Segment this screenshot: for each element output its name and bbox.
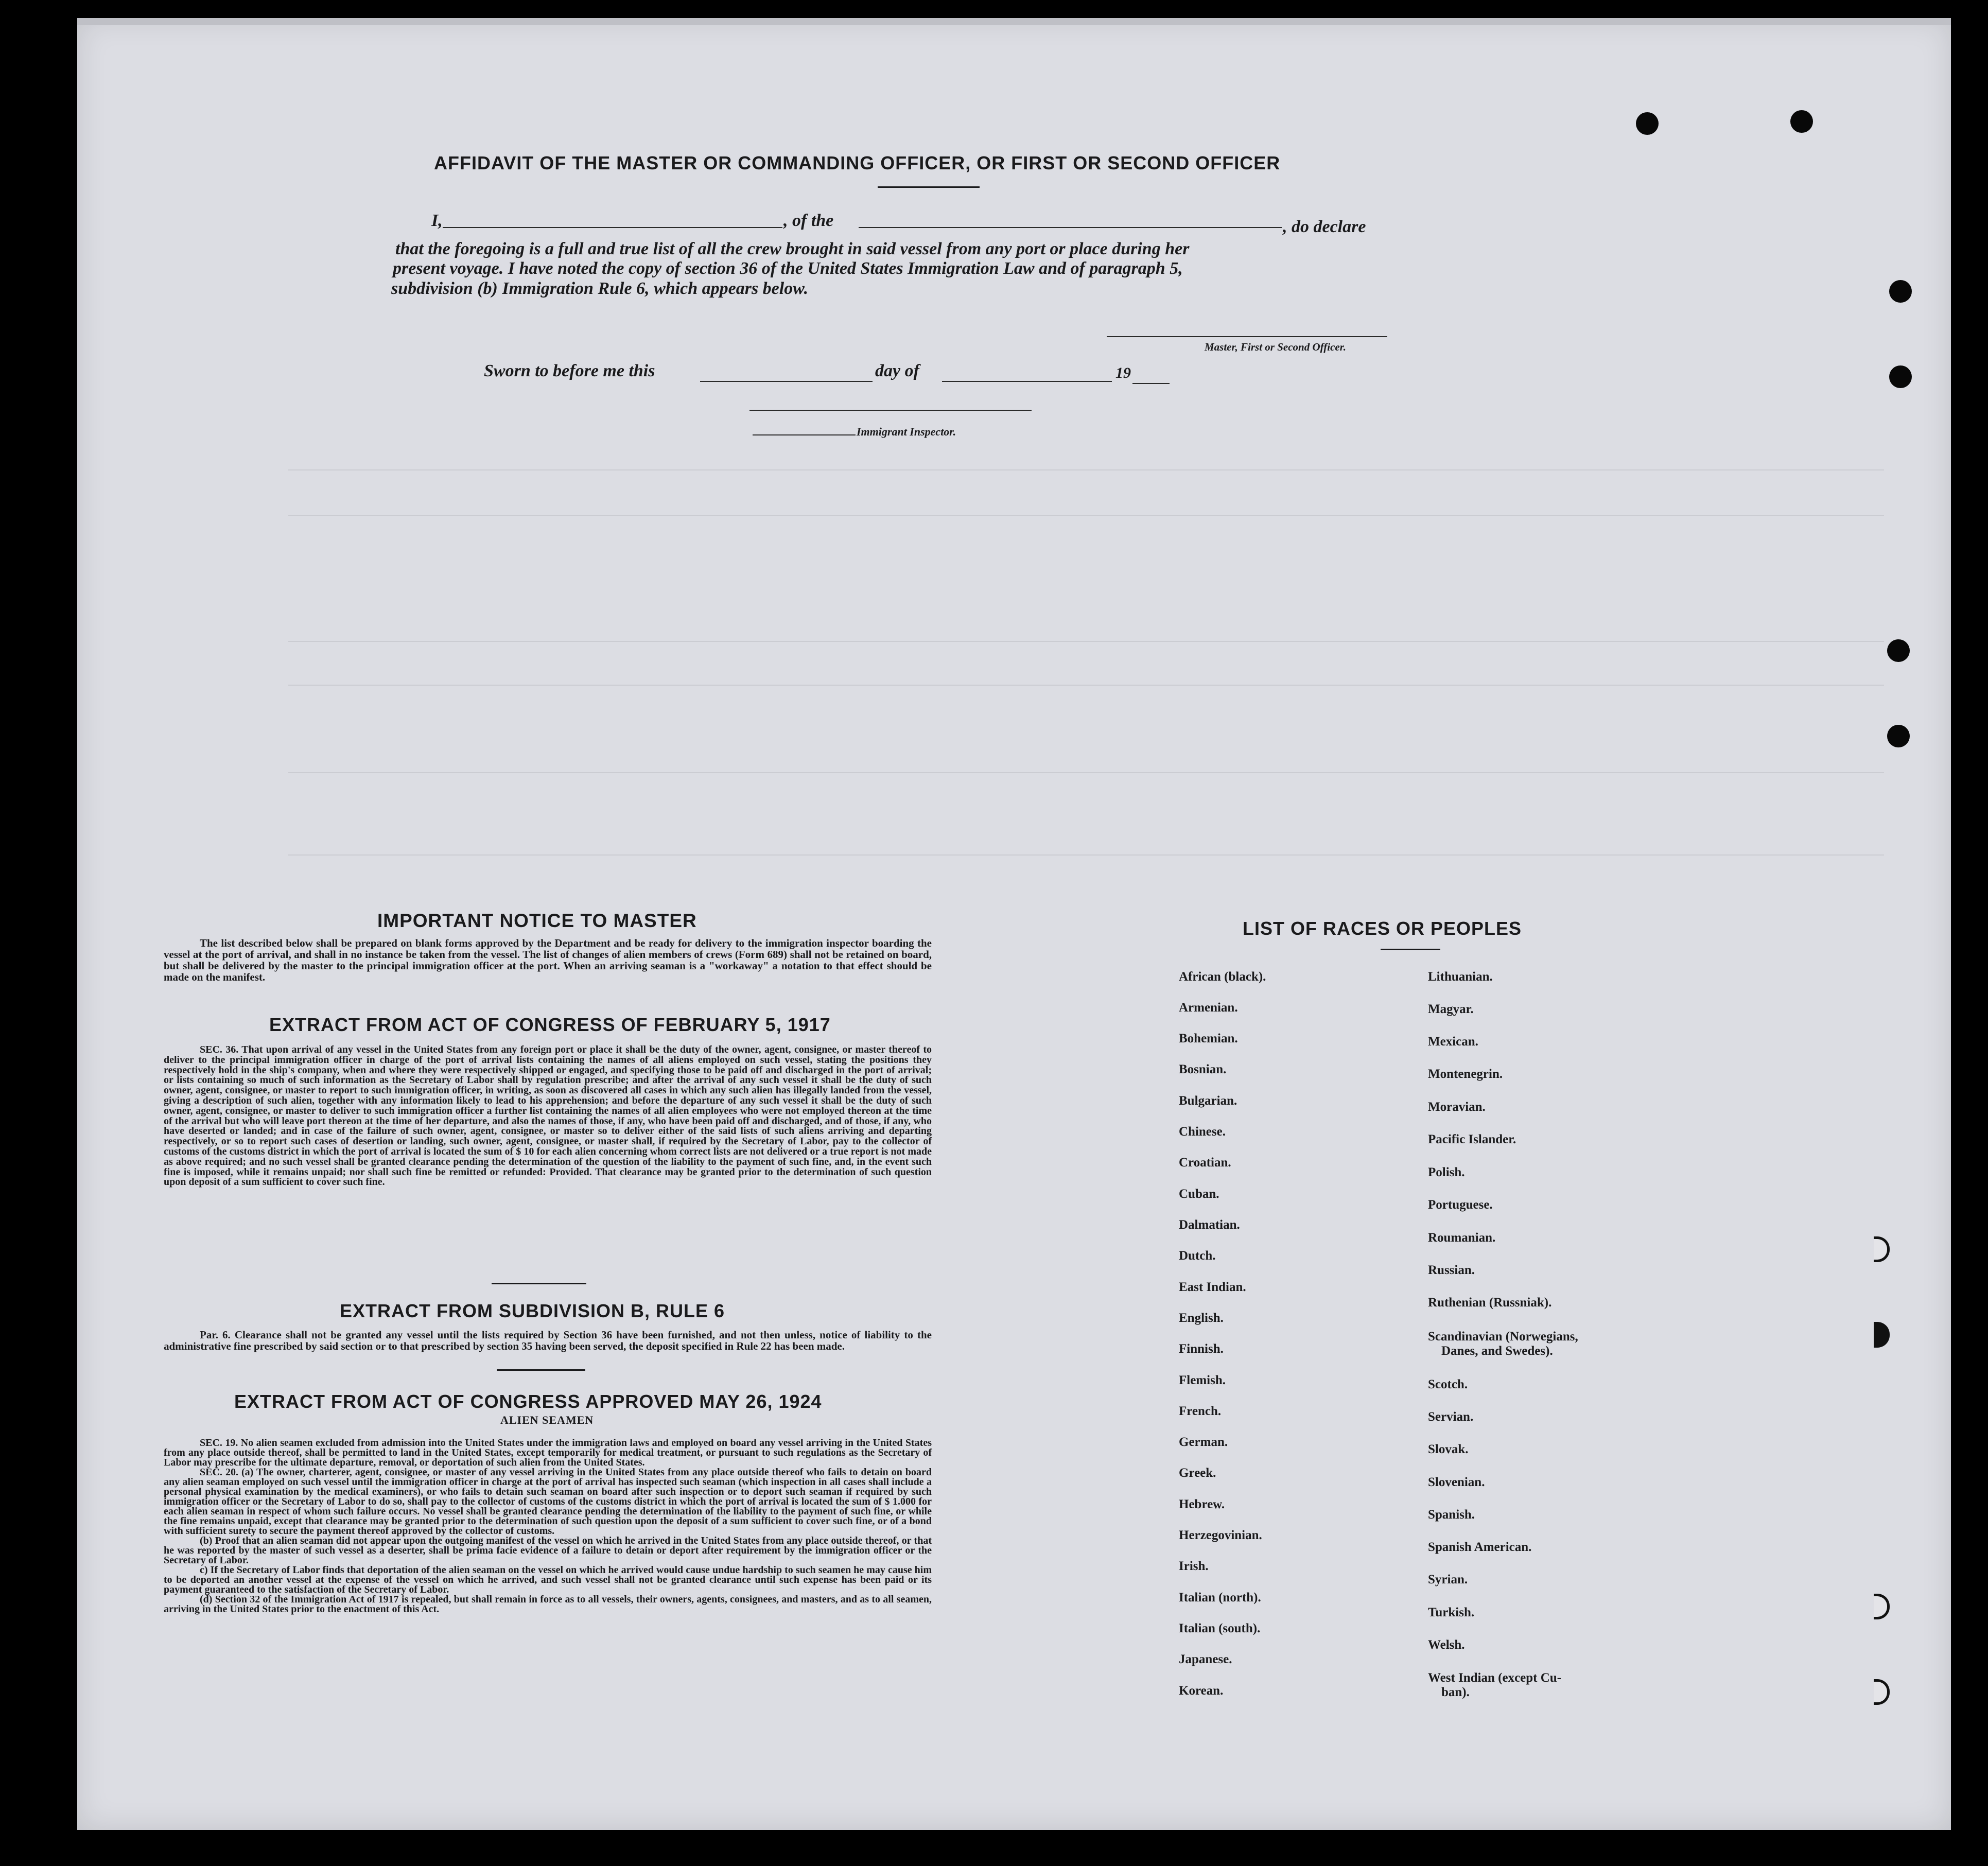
subdivision-b-title: EXTRACT FROM SUBDIVISION B, RULE 6 xyxy=(340,1300,725,1321)
race-item: Italian (north). xyxy=(1179,1591,1261,1605)
race-item: Bulgarian. xyxy=(1179,1094,1237,1108)
day-of-label: day of xyxy=(875,361,919,380)
race-item: Dutch. xyxy=(1179,1249,1216,1263)
race-item: Mexican. xyxy=(1428,1035,1478,1049)
race-item: English. xyxy=(1179,1311,1224,1325)
bleed-through-row xyxy=(288,515,1884,516)
race-item: Welsh. xyxy=(1428,1638,1465,1652)
master-name-line[interactable] xyxy=(443,227,782,228)
bleed-through-row xyxy=(288,685,1884,686)
race-item: Irish. xyxy=(1179,1559,1209,1573)
race-item: French. xyxy=(1179,1404,1222,1418)
race-item: Turkish. xyxy=(1428,1606,1475,1619)
race-item: West Indian (except Cu- xyxy=(1428,1671,1562,1685)
punch-hole-icon xyxy=(1889,280,1912,303)
race-item: Lithuanian. xyxy=(1428,970,1493,984)
race-item: Montenegrin. xyxy=(1428,1067,1503,1081)
race-item: East Indian. xyxy=(1179,1280,1246,1294)
race-item: Dalmatian. xyxy=(1179,1218,1240,1232)
punch-hole-icon xyxy=(1889,365,1912,388)
race-item: Cuban. xyxy=(1179,1187,1219,1201)
extract-1924-title: EXTRACT FROM ACT OF CONGRESS APPROVED MAY 26, 1924 xyxy=(234,1391,822,1412)
bleed-through-row xyxy=(288,641,1884,642)
extract-1917-text: SEC. 36. That upon arrival of any vessel in the United States from any foreign port or place it shall be the duty of the owner, agent, consignee, or master thereof to deliver to the principal immigration officer in charge of the port of arrival lists containing the names of all aliens employed on such vessel, stating the positions they respectively hold in the ship's company, when and where they were respectively shipped or engaged, and specifying those to be paid off and discharged in the port of arrival; or lists containing so much of such information as the Secretary of Labor shall by regulation prescribe; and after the arrival of any such vessel it shall be the duty of such owner, agent, consignee, or master to report to such immigration officer, in writing, as soon as discovered all cases in which any such alien has illegally landed from the vessel, giving a description of such alien, together with any information likely to lead to his apprehension; and before the departure of any such vessel it shall be the duty of such owner, agent, consignee, or master to deliver to such immigration officer a further list containing the names of all alien employees who were not employed thereon at the time of the arrival but who will leave port thereon at the time of her departure, and also the names of those, if any, who have been paid off and discharged, and of those, if any, who have deserted or landed; and in case of the failure of such owner, agent, consignee, or master so to deliver either of the said lists of such aliens arriving and departing respectively, or so to report such cases of desertion or landing, such owner, agent, consignee, or master shall, if required by the Secretary of Labor, pay to the collector of customs of the customs district in which the port of arrival is located the sum of $ 10 for each alien concerning whom correct lists are not delivered or a true report is not made as above required; and no such vessel shall be granted clearance pending the determination of the question of the liability to the payment of such fine, and, in the event such fine is imposed, while it remains unpaid; nor shall such fine be remitted or refunded: Provided. That clearance may be granted prior to the determination of such question upon deposit of a sum sufficient to cover such fine. xyxy=(164,1044,932,1188)
subdivision-b-text: Par. 6. Clearance shall not be granted any vessel until the lists required by Section 36 have been furnished, and not then unless, notice of liability to the administrative fine prescribed by said section or to that prescribed by section 35 having been served, the deposit specified in Rule 22 has been made. xyxy=(164,1329,932,1352)
affidavit-of-the-label: , of the xyxy=(783,211,834,230)
affidavit-title-rule xyxy=(878,186,980,188)
race-item: Roumanian. xyxy=(1428,1231,1496,1245)
bleed-through-row xyxy=(288,854,1884,856)
affidavit-i-label: I, xyxy=(431,211,443,230)
sworn-day-line[interactable] xyxy=(700,381,873,382)
master-signature-caption: Master, First or Second Officer. xyxy=(1205,341,1346,353)
punch-hole-icon xyxy=(1887,725,1910,747)
extract-1924-paragraph: SEC. 19. No alien seamen excluded from admission into the United States under the immigration laws and employed on board any vessel arriving in the United States from any place outside thereof, shall be permitted to land in the United States, except temporarily for medical treatment, or pursuant to such regulations as the Secretary of Labor may prescribe for the ultimate departure, removal, or deportation of such alien from the United States. xyxy=(164,1437,932,1468)
year-label: 19 xyxy=(1115,364,1131,381)
race-item: African (black). xyxy=(1179,970,1266,984)
sheet-top-edge xyxy=(77,18,1951,25)
notice-text: The list described below shall be prepared on blank forms approved by the Department and be ready for delivery to the immigration inspector boarding the vessel at the port of arrival, and shall in no instance be taken from the vessel. The list of changes of alien members of crews (Form 689) shall not be retained on board, but shall be delivered by the master to the principal immigration officer at the port. When an arriving seaman is a "workaway" a notation to that effect should be made on the manifest. xyxy=(164,937,932,983)
race-item: Portuguese. xyxy=(1428,1198,1493,1212)
sworn-label: Sworn to before me this xyxy=(484,361,655,380)
race-item: Polish. xyxy=(1428,1165,1465,1179)
race-item: Korean. xyxy=(1179,1684,1224,1698)
affidavit-title: AFFIDAVIT OF THE MASTER OR COMMANDING OFFICER, OR FIRST OR SECOND OFFICER xyxy=(434,152,1281,173)
master-signature-line[interactable] xyxy=(1107,336,1387,337)
races-title-rule xyxy=(1381,949,1440,950)
notice-title: IMPORTANT NOTICE TO MASTER xyxy=(377,910,697,931)
extract-1924-paragraph: SEC. 20. (a) The owner, charterer, agent, consignee, or master of any vessel arriving in the United States from any place outside thereof who fails to detain on board any alien seaman employed on such vessel until the immigration officer in charge at the port of arrival has inspected such seaman (which inspection in all cases shall include a personal physical examination by the medical examiners), or who fails to detain such seaman on board after such inspection or to deport such seaman if required by such immigration officer or the Secretary of Labor to do so, shall pay to the collector of customs of the customs district in which the port of arrival is located the sum of $ 1.000 for each alien seaman in respect of whom such failure occurs. No vessel shall be granted clearance pending the determination of the liability to the payment of such fine, or while the fine remains unpaid, except that clearance may be granted prior to the determination of such question upon the deposit of a sum sufficient to cover such fine, or of a bond with sufficient surety to secure the payment thereof approved by the collector of customs. xyxy=(164,1467,932,1537)
inspector-caption-line xyxy=(753,434,856,435)
race-item: Italian (south). xyxy=(1179,1621,1261,1635)
extract-1924-paragraph: (b) Proof that an alien seaman did not appear upon the outgoing manifest of the vessel on which he arrived in the United States from any place outside thereof, or that he was reported by the master of such vessel as a deserter, shall be prima facie evidence of a failure to detain or deport after requirement by the immigration officer or the Secretary of Labor. xyxy=(164,1535,932,1566)
punch-hole-icon xyxy=(1636,112,1659,135)
race-item: German. xyxy=(1179,1435,1228,1449)
race-item: Spanish. xyxy=(1428,1508,1475,1522)
extract-1924-subtitle: ALIEN SEAMEN xyxy=(500,1414,594,1426)
subdivision-b-rule xyxy=(497,1369,585,1371)
vessel-name-line[interactable] xyxy=(859,227,1282,228)
punch-hole-icon xyxy=(1887,639,1910,662)
race-item: Syrian. xyxy=(1428,1573,1468,1586)
extract-1917-rule xyxy=(492,1283,586,1284)
race-item: Slovak. xyxy=(1428,1442,1469,1456)
race-item: Bohemian. xyxy=(1179,1032,1238,1045)
inspector-signature-line[interactable] xyxy=(749,410,1032,411)
race-item: Armenian. xyxy=(1179,1001,1238,1015)
affidavit-body-line-1: that the foregoing is a full and true list of all the crew brought in said vessel from any port or place during her xyxy=(395,239,1190,258)
race-item: Russian. xyxy=(1428,1263,1475,1277)
race-item: Croatian. xyxy=(1179,1156,1231,1170)
race-item: Bosnian. xyxy=(1179,1062,1227,1076)
affidavit-body-line-3: subdivision (b) Immigration Rule 6, which appears below. xyxy=(391,279,809,298)
affidavit-body-line-2: present voyage. I have noted the copy of section 36 of the United States Immigration Law and of paragraph 5, xyxy=(393,259,1183,278)
extract-1924-text xyxy=(164,1438,932,1614)
race-item: Slovenian. xyxy=(1428,1475,1485,1489)
race-item: Ruthenian (Russniak). xyxy=(1428,1296,1552,1310)
race-item: Greek. xyxy=(1179,1466,1216,1480)
race-item: Hebrew. xyxy=(1179,1497,1225,1511)
affidavit-declare-label: , do declare xyxy=(1283,217,1366,236)
race-item: Flemish. xyxy=(1179,1373,1226,1387)
race-item: Japanese. xyxy=(1179,1652,1232,1666)
punch-hole-icon xyxy=(1790,110,1813,133)
race-item: Chinese. xyxy=(1179,1125,1226,1139)
sworn-year-line[interactable] xyxy=(1132,383,1170,384)
sworn-month-line[interactable] xyxy=(942,381,1112,382)
race-item: Finnish. xyxy=(1179,1342,1224,1356)
race-item: Servian. xyxy=(1428,1410,1474,1424)
race-item: Magyar. xyxy=(1428,1002,1474,1016)
extract-1917-title: EXTRACT FROM ACT OF CONGRESS OF FEBRUARY 5, 1917 xyxy=(269,1014,831,1035)
race-item: Moravian. xyxy=(1428,1100,1486,1114)
extract-1924-paragraph: (d) Section 32 of the Immigration Act of 1917 is repealed, but shall remain in force as to all vessels, their owners, agents, consignees, and masters, and as to all seamen, arriving in the United States prior to the enactment of this Act. xyxy=(164,1594,932,1615)
race-item: Scotch. xyxy=(1428,1377,1468,1391)
races-title: LIST OF RACES OR PEOPLES xyxy=(1243,918,1522,939)
race-item: ban). xyxy=(1441,1685,1470,1699)
race-item: Scandinavian (Norwegians, xyxy=(1428,1330,1578,1344)
race-item: Spanish American. xyxy=(1428,1540,1532,1554)
inspector-caption: Immigrant Inspector. xyxy=(857,425,956,438)
extract-1924-paragraph: c) If the Secretary of Labor finds that deportation of the alien seaman on the vessel on which he arrived would cause undue hardship to such seamen he may cause him to be deported an another vessel at the expense of the vessel on which he arrived, and such vessel shall not be granted clearance until such expense has been paid or its payment guaranteed to the satisfaction of the Secretary of Labor. xyxy=(164,1564,932,1595)
bleed-through-row xyxy=(288,469,1884,470)
bleed-through-row xyxy=(288,772,1884,773)
race-item: Herzegovinian. xyxy=(1179,1528,1262,1542)
race-item: Pacific Islander. xyxy=(1428,1132,1516,1146)
race-item: Danes, and Swedes). xyxy=(1441,1344,1553,1358)
